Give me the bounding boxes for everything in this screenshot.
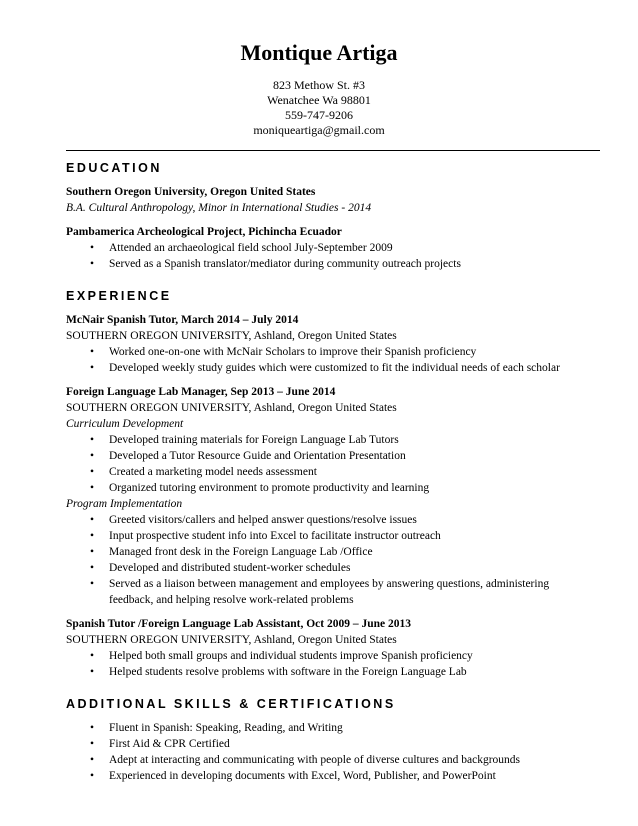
phone-number: 559-747-9206: [285, 108, 353, 122]
bullet-icon: •: [90, 562, 95, 574]
email-address: moniqueartiga@gmail.com: [253, 123, 385, 137]
list-item-text: Developed training materials for Foreign Language Lab Tutors: [109, 434, 399, 446]
list-item: [66, 448, 606, 464]
list-item-text: Developed weekly study guides which were customized to fit the individual needs of each scholar: [109, 362, 560, 374]
list-item: [66, 560, 606, 576]
bullet-list: [66, 344, 606, 376]
list-item-text: Greeted visitors/callers and helped answer questions/resolve issues: [109, 514, 417, 526]
list-item-text: Input prospective student info into Excel to facilitate instructor outreach: [109, 530, 441, 542]
list-item: [66, 664, 606, 680]
list-item: [66, 528, 606, 544]
bullet-list: [66, 432, 606, 496]
bullet-icon: •: [90, 434, 95, 446]
job-title: McNair Spanish Tutor, March 2014 – July 2014: [66, 314, 299, 326]
list-item-text: Served as a Spanish translator/mediator during community outreach projects: [109, 258, 461, 270]
bullet-icon: •: [90, 514, 95, 526]
education-heading: EDUCATION: [66, 161, 162, 175]
list-item-text: Managed front desk in the Foreign Language Lab /Office: [109, 546, 373, 558]
list-item: [66, 576, 606, 608]
list-item: [66, 736, 606, 752]
bullet-icon: •: [90, 482, 95, 494]
bullet-list: [66, 720, 606, 784]
list-item: [66, 752, 606, 768]
bullet-icon: •: [90, 770, 95, 782]
address-line-1: 823 Methow St. #3: [272, 78, 365, 92]
experience-heading: EXPERIENCE: [66, 289, 172, 303]
bullet-icon: •: [90, 466, 95, 478]
list-item: [66, 464, 606, 480]
bullet-list: [66, 648, 606, 680]
list-item-text: First Aid & CPR Certified: [109, 738, 230, 750]
list-item-text: Helped both small groups and individual students improve Spanish proficiency: [109, 650, 473, 662]
skills-heading: ADDITIONAL SKILLS & CERTIFICATIONS: [66, 697, 396, 711]
bullet-icon: •: [90, 650, 95, 662]
list-item-text: Developed and distributed student-worker schedules: [109, 562, 351, 574]
list-item-text: Served as a liaison between management and employees by answering questions, administering: [109, 578, 550, 590]
job-organization: SOUTHERN OREGON UNIVERSITY, Ashland, Oregon United States: [66, 402, 397, 414]
list-item-text: Worked one-on-one with McNair Scholars to improve their Spanish proficiency: [109, 346, 477, 358]
list-item: [66, 360, 606, 376]
education-entry-title: Pambamerica Archeological Project, Pichincha Ecuador: [66, 226, 342, 238]
list-item: [66, 256, 606, 272]
list-item: [66, 512, 606, 528]
list-item-text: Created a marketing model needs assessment: [109, 466, 317, 478]
list-item: [66, 480, 606, 496]
job-organization: SOUTHERN OREGON UNIVERSITY, Ashland, Oregon United States: [66, 330, 397, 342]
education-entry-title: Southern Oregon University, Oregon United States: [66, 186, 316, 198]
address-line-2: Wenatchee Wa 98801: [267, 93, 371, 107]
list-item-text: Organized tutoring environment to promote productivity and learning: [109, 482, 430, 494]
bullet-list: [66, 240, 606, 272]
list-item: [66, 720, 606, 736]
education-entry-degree: B.A. Cultural Anthropology, Minor in International Studies - 2014: [66, 202, 372, 214]
bullet-icon: •: [90, 450, 95, 462]
bullet-icon: •: [90, 362, 95, 374]
list-item: [66, 768, 606, 784]
bullet-icon: •: [90, 578, 95, 590]
bullet-icon: •: [90, 754, 95, 766]
list-item: [66, 344, 606, 360]
applicant-name: Montique Artiga: [240, 40, 398, 65]
list-item: [66, 648, 606, 664]
subsection-label: Program Implementation: [66, 498, 183, 510]
bullet-icon: •: [90, 258, 95, 270]
list-item-text: Attended an archaeological field school July-September 2009: [109, 242, 393, 254]
bullet-icon: •: [90, 346, 95, 358]
bullet-icon: •: [90, 546, 95, 558]
bullet-icon: •: [90, 530, 95, 542]
job-title: Foreign Language Lab Manager, Sep 2013 – June 2014: [66, 386, 336, 398]
bullet-icon: •: [90, 722, 95, 734]
bullet-list: [66, 512, 606, 608]
resume-header: [0, 0, 638, 138]
list-item-text: Developed a Tutor Resource Guide and Orientation Presentation: [109, 450, 406, 462]
bullet-icon: •: [90, 738, 95, 750]
job-organization: SOUTHERN OREGON UNIVERSITY, Ashland, Oregon United States: [66, 634, 397, 646]
job-title: Spanish Tutor /Foreign Language Lab Assistant, Oct 2009 – June 2013: [66, 618, 411, 630]
bullet-icon: •: [90, 242, 95, 254]
list-item: [66, 432, 606, 448]
list-item-text: Helped students resolve problems with software in the Foreign Language Lab: [109, 666, 467, 678]
list-item: [66, 544, 606, 560]
bullet-icon: •: [90, 666, 95, 678]
list-item-text: Experienced in developing documents with Excel, Word, Publisher, and PowerPoint: [109, 770, 496, 782]
list-item-text: Fluent in Spanish: Speaking, Reading, and Writing: [109, 722, 343, 734]
list-item: [66, 240, 606, 256]
list-item-text-continued: feedback, and helping resolve work-related problems: [109, 594, 354, 606]
resume-body: [66, 160, 606, 784]
subsection-label: Curriculum Development: [66, 418, 184, 430]
list-item-text: Adept at interacting and communicating with people of diverse cultures and backgrounds: [109, 754, 521, 766]
header-divider: [66, 150, 600, 151]
